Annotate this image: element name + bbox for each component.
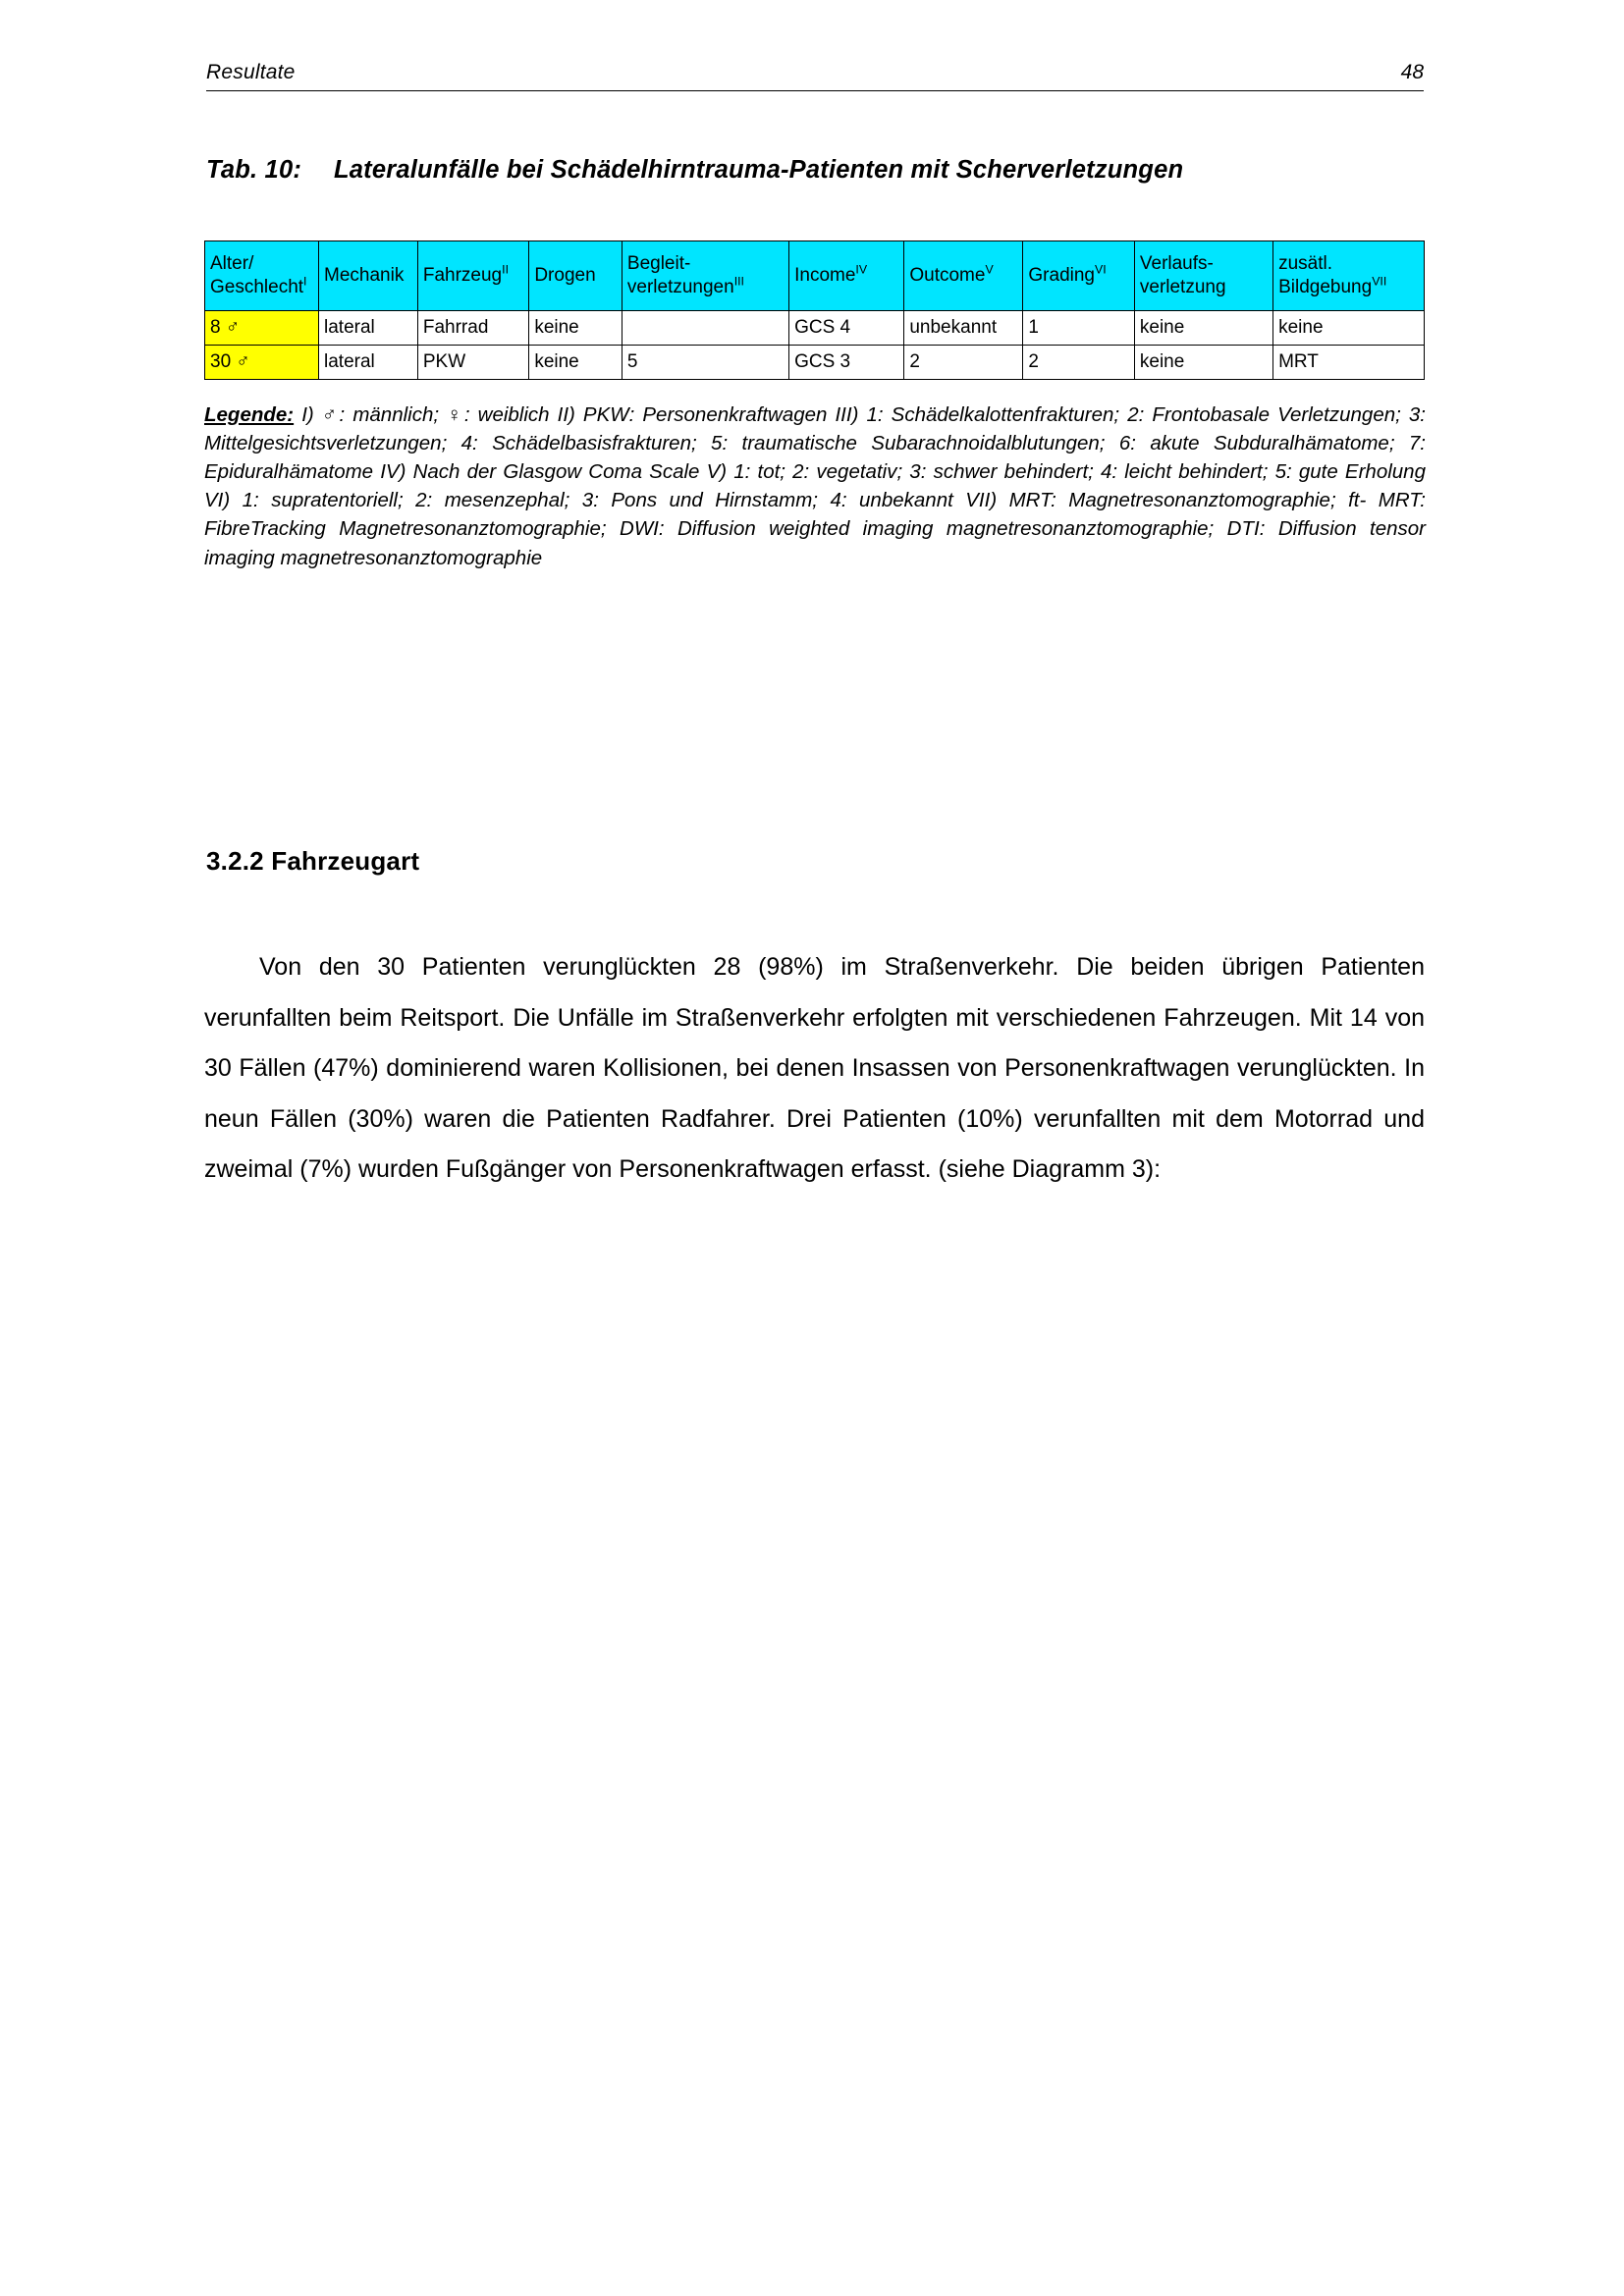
table-row — [205, 311, 1425, 346]
header-line2: verletzungen — [626, 277, 734, 297]
body-paragraph: Von den 30 Patienten verunglückten 28 (98%) im Straßenverkehr. Die beiden übrigen Patienten verunfallten beim Reitsport. Die Unfälle im Straßenverkehr erfolgten mit verschiedenen Fahrzeugen. Mit 14 von 30 Fällen (47%) dominierend waren Kollisionen, bei denen Insassen von Personenkraftwagen verunglückten. In neun Fällen (30%) waren die Patienten Radfahrer. Drei Patienten (10%) verunfallten mit dem Motorrad und zweimal (7%) wurden Fußgänger von Personenkraftwagen erfasst. (siehe Diagramm 3): — [204, 953, 1425, 1183]
header-line2: Grading — [1028, 265, 1096, 287]
table-caption — [206, 152, 1424, 187]
table-header-cell — [417, 241, 528, 311]
table-caption-text: Lateralunfälle bei Schädelhirntrauma-Patienten mit Scherverletzungen — [334, 156, 1184, 184]
table-header-cell — [904, 241, 1023, 311]
section-title: Fahrzeugart — [271, 846, 420, 876]
header-superscript: IV — [855, 262, 868, 277]
table-header-cell — [789, 241, 904, 311]
table-header-cell — [205, 241, 319, 311]
cell-income: GCS 3 — [789, 346, 904, 380]
header-line2: Drogen — [534, 265, 596, 287]
legend-title: Legende: — [204, 403, 295, 426]
table-header-cell — [622, 241, 788, 311]
header-superscript: II — [502, 262, 509, 277]
table-legend — [204, 400, 1426, 572]
header-line1: Begleit- — [626, 253, 691, 275]
cell-age-sex: 30 ♂ — [205, 346, 319, 380]
header-line1: Verlaufs- — [1139, 253, 1214, 275]
header-superscript: III — [733, 274, 744, 289]
header-line2: Income — [794, 265, 856, 287]
running-header — [206, 61, 1424, 91]
cell-drugs: keine — [529, 346, 623, 380]
cell-injuries: 5 — [622, 346, 788, 380]
header-line1: Alter/ — [210, 253, 254, 275]
cell-income: GCS 4 — [789, 311, 904, 346]
header-superscript: VII — [1372, 274, 1387, 289]
section-number: 3.2.2 — [206, 846, 264, 876]
table-header-cell — [1023, 241, 1134, 311]
cell-vehicle: PKW — [417, 346, 528, 380]
header-line2: verletzung — [1139, 277, 1226, 297]
table-caption-label: Tab. 10: — [206, 156, 302, 184]
cell-course-injury: keine — [1134, 346, 1272, 380]
header-line2: Geschlecht — [210, 277, 304, 297]
table-header-cell — [529, 241, 623, 311]
cell-drugs: keine — [529, 311, 623, 346]
cell-outcome: 2 — [904, 346, 1023, 380]
table-header-row — [205, 241, 1425, 311]
header-superscript: I — [303, 274, 307, 289]
page-number: 48 — [1400, 61, 1424, 83]
cell-imaging: MRT — [1273, 346, 1425, 380]
header-line2: Fahrzeug — [422, 265, 503, 287]
table-header-cell — [1273, 241, 1425, 311]
results-table — [204, 240, 1425, 380]
header-line2: Mechanik — [324, 265, 405, 287]
cell-age-sex: 8 ♂ — [205, 311, 319, 346]
cell-mechanism: lateral — [319, 311, 418, 346]
cell-vehicle: Fahrrad — [417, 311, 528, 346]
header-line1: zusätl. — [1278, 253, 1333, 275]
header-chapter: Resultate — [206, 61, 296, 83]
table-row — [205, 346, 1425, 380]
header-superscript: VI — [1095, 262, 1107, 277]
table-header-cell — [319, 241, 418, 311]
table-header-cell — [1134, 241, 1272, 311]
header-superscript: V — [985, 262, 994, 277]
cell-course-injury: keine — [1134, 311, 1272, 346]
cell-grading: 2 — [1023, 346, 1134, 380]
cell-outcome: unbekannt — [904, 311, 1023, 346]
legend-text: I) ♂: männlich; ♀: weiblich II) PKW: Personenkraftwagen III) 1: Schädelkalottenfrakturen; 2: Frontobasale Verletzungen; 3: Mittelgesichtsverletzungen; 4: Schädelbasisfrakturen; 5: traumatische Subarachnoidalblutungen; 6: akute Subduralhämatome; 7: Epiduralhämatome IV) Nach der Glasgow Coma Scale V) 1: tot; 2: vegetativ; 3: schwer behindert; 4: leicht behindert; 5: gute Erholung VI) 1: supratentoriell; 2: mesenzephal; 3: Pons und Hirnstamm; 4: unbekannt VII) MRT: Magnetresonanztomographie; ft- MRT: FibreTracking Magnetresonanztomographie; DWI: Diffusion weighted imaging magnetresonanztomographie; DTI: Diffusion tensor imaging magnetresonanztomographie — [204, 403, 1426, 569]
cell-mechanism: lateral — [319, 346, 418, 380]
header-line2: Bildgebung — [1278, 277, 1373, 297]
section-heading — [206, 846, 419, 877]
cell-injuries — [622, 311, 788, 346]
cell-grading: 1 — [1023, 311, 1134, 346]
results-table-wrapper — [204, 240, 1425, 380]
header-line2: Outcome — [909, 265, 986, 287]
cell-imaging: keine — [1273, 311, 1425, 346]
